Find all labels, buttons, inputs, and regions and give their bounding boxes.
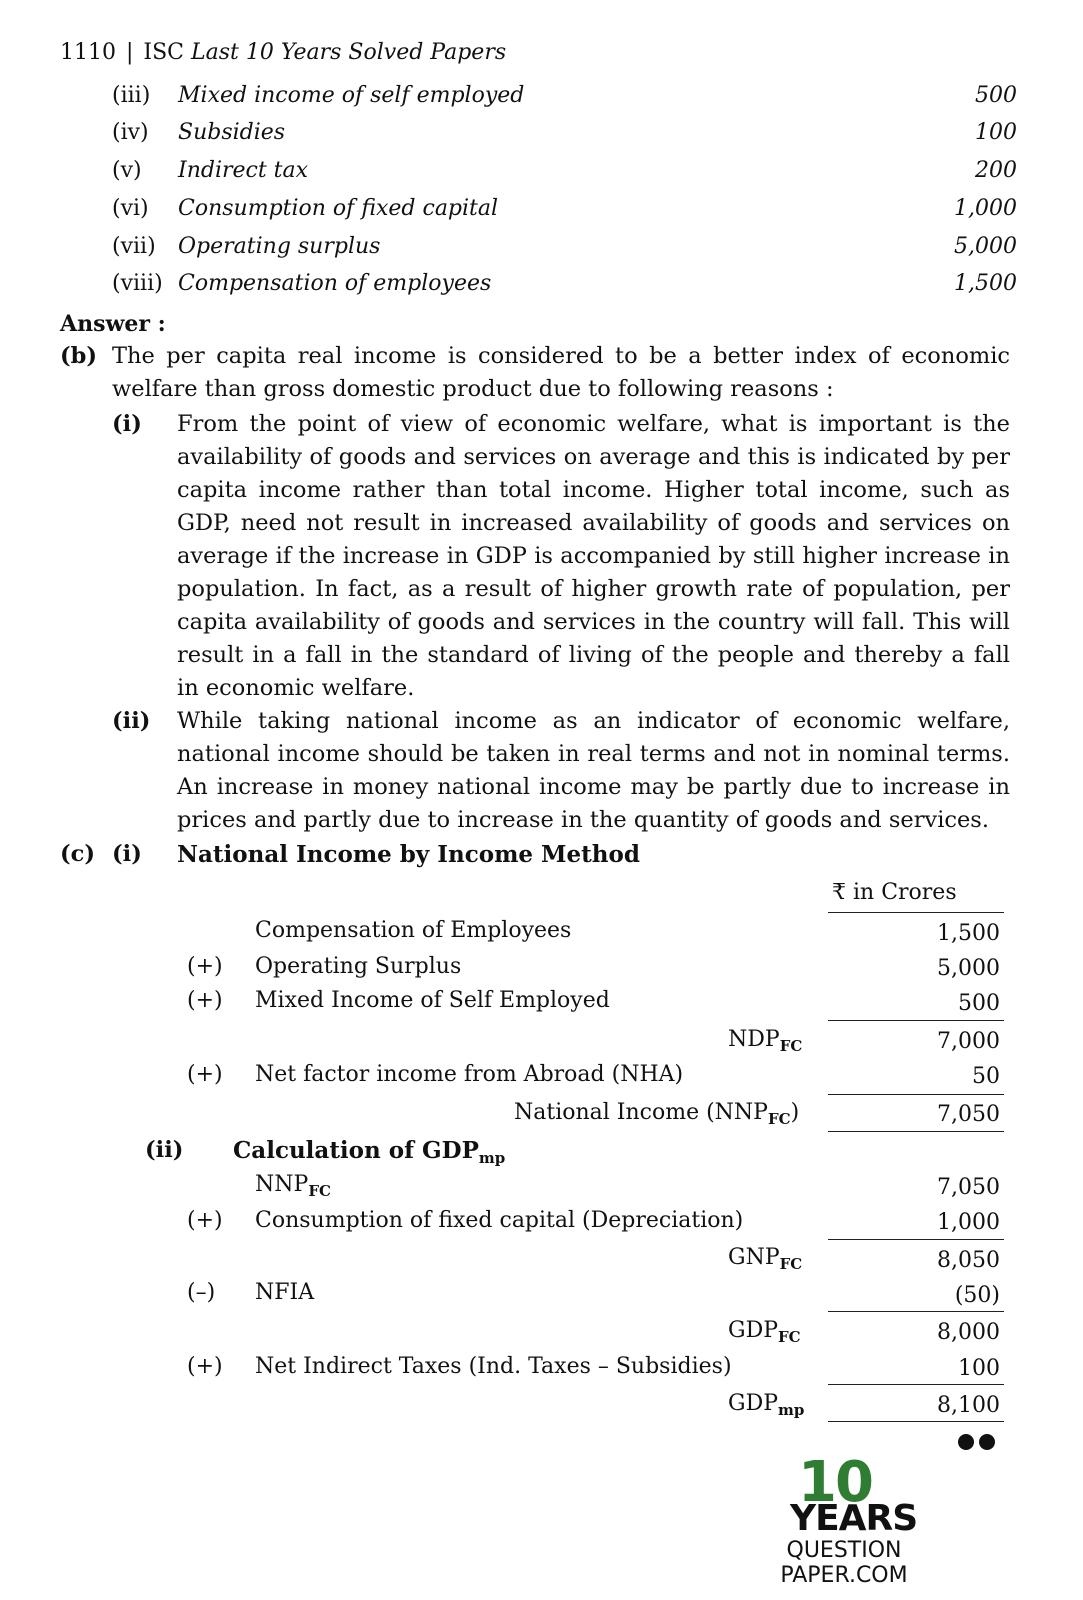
item-label: Subsidies bbox=[178, 120, 286, 145]
book-title: Last 10 Years Solved Papers bbox=[191, 40, 507, 65]
item-label: Indirect tax bbox=[178, 158, 309, 183]
list-item bbox=[112, 83, 1017, 115]
row-value: (50) bbox=[954, 1283, 1000, 1308]
part-c-sub2-label: (ii) bbox=[145, 1137, 184, 1163]
gdpfc-label bbox=[728, 1318, 801, 1346]
title-main: Calculation of GDP bbox=[233, 1137, 479, 1164]
row-label: Consumption of fixed capital (Depreciation) bbox=[255, 1208, 744, 1233]
row-label: Net factor income from Abroad (NHA) bbox=[255, 1062, 684, 1087]
site-logo bbox=[728, 1450, 958, 1600]
item-label: Compensation of employees bbox=[178, 271, 492, 296]
row-sign: (+) bbox=[187, 1354, 223, 1379]
ndp-main: NDP bbox=[728, 1027, 780, 1052]
ni-subscript: FC bbox=[768, 1110, 791, 1128]
row-value: 500 bbox=[958, 991, 1000, 1016]
item-label: Consumption of fixed capital bbox=[178, 196, 499, 221]
row-label: Operating Surplus bbox=[255, 954, 462, 979]
logo-number: 10 bbox=[798, 1450, 872, 1515]
item-value: 100 bbox=[975, 120, 1017, 145]
national-income-value: 7,050 bbox=[937, 1102, 1000, 1127]
page-header bbox=[60, 40, 506, 65]
row-label: Net Indirect Taxes (Ind. Taxes – Subsidies) bbox=[255, 1354, 732, 1379]
point-text: From the point of view of economic welfare, what is important is the availability of goods and services on average and this is indicated by per capita income rather than total income. Higher total income, such as GDP, need not result in increased availability of goods and services on average if the increase in GDP is accompanied by still higher increase in population. In fact, as a result of higher growth rate of population, per capita availability of goods and services in the country will fall. This will result in a fall in the standard of living of the people and thereby a fall in economic welfare. bbox=[177, 411, 1010, 701]
list-item bbox=[112, 196, 1017, 228]
item-number: (viii) bbox=[112, 271, 163, 296]
part-b-intro: The per capita real income is considered to be a better index of economic welfare than gross domestic product due to following reasons : bbox=[112, 343, 1010, 402]
ndp-value: 7,000 bbox=[937, 1029, 1000, 1054]
row-value: 1,500 bbox=[937, 921, 1000, 946]
row-value: 7,050 bbox=[937, 1175, 1000, 1200]
row-value: 1,000 bbox=[937, 1210, 1000, 1235]
point-text: While taking national income as an indicator of economic welfare, national income should be taken in real terms and not in nominal terms. An increase in money national income may be partly due to increase in prices and partly due to increase in the quantity of goods and services. bbox=[177, 708, 1010, 833]
page-number: 1110 bbox=[60, 40, 116, 65]
divider bbox=[828, 1311, 1004, 1312]
divider bbox=[828, 1239, 1004, 1240]
row-label: NFIA bbox=[255, 1280, 315, 1305]
gdpfc-main: GDP bbox=[728, 1318, 779, 1343]
item-number: (v) bbox=[112, 158, 142, 183]
gdpmp-label bbox=[728, 1391, 804, 1419]
continuation-dots bbox=[958, 1434, 1000, 1454]
list-item bbox=[112, 234, 1017, 266]
divider bbox=[828, 1020, 1004, 1021]
item-number: (iv) bbox=[112, 120, 149, 145]
answer-heading: Answer : bbox=[60, 311, 166, 337]
item-label: Mixed income of self employed bbox=[178, 83, 525, 108]
logo-site: QUESTION PAPER.COM bbox=[780, 1538, 908, 1588]
row-sign: (–) bbox=[187, 1280, 216, 1305]
item-value: 1,000 bbox=[954, 196, 1017, 221]
ni-close: ) bbox=[790, 1100, 800, 1125]
book-prefix: ISC bbox=[143, 40, 185, 65]
part-c-sub1-label: (i) bbox=[112, 841, 142, 867]
title-subscript: mp bbox=[478, 1149, 506, 1167]
item-value: 500 bbox=[975, 83, 1017, 108]
list-item bbox=[112, 120, 1017, 152]
gnp-subscript: FC bbox=[779, 1255, 803, 1273]
ndp-label bbox=[728, 1027, 802, 1055]
row-label: Compensation of Employees bbox=[255, 918, 572, 943]
divider bbox=[828, 1094, 1004, 1095]
row-value: 50 bbox=[972, 1064, 1000, 1089]
part-c-label: (c) bbox=[60, 841, 95, 867]
ndp-subscript: FC bbox=[779, 1037, 803, 1055]
item-number: (vi) bbox=[112, 196, 149, 221]
national-income-label bbox=[514, 1100, 799, 1128]
section-title bbox=[233, 1134, 505, 1175]
divider bbox=[828, 1131, 1004, 1132]
gdpmp-main: GDP bbox=[728, 1391, 779, 1416]
item-number: (iii) bbox=[112, 83, 151, 108]
item-number: (vii) bbox=[112, 234, 156, 259]
point-label: (i) bbox=[112, 411, 142, 437]
gnp-label bbox=[728, 1245, 802, 1273]
list-item bbox=[112, 271, 1017, 303]
nnp-main: NNP bbox=[255, 1172, 309, 1197]
part-b-label: (b) bbox=[60, 343, 98, 369]
nnp-subscript: FC bbox=[308, 1182, 331, 1200]
row-sign: (+) bbox=[187, 954, 223, 979]
gdpfc-subscript: FC bbox=[778, 1328, 801, 1346]
item-value: 200 bbox=[975, 158, 1017, 183]
item-value: 1,500 bbox=[954, 271, 1017, 296]
row-value: 100 bbox=[958, 1356, 1000, 1381]
row-sign: (+) bbox=[187, 988, 223, 1013]
logo-years: YEARS bbox=[790, 1498, 918, 1539]
row-sign: (+) bbox=[187, 1208, 223, 1233]
divider bbox=[828, 1421, 1004, 1422]
row-value: 5,000 bbox=[937, 956, 1000, 981]
nnp-label bbox=[255, 1172, 331, 1200]
divider bbox=[828, 1384, 1004, 1385]
ni-main: National Income (NNP bbox=[514, 1100, 768, 1125]
item-label: Operating surplus bbox=[178, 234, 381, 259]
list-item bbox=[112, 158, 1017, 190]
gnp-main: GNP bbox=[728, 1245, 780, 1270]
unit-label: ₹ in Crores bbox=[832, 880, 957, 905]
row-label: Mixed Income of Self Employed bbox=[255, 988, 610, 1013]
gdpmp-subscript: mp bbox=[778, 1401, 805, 1419]
divider bbox=[828, 912, 1004, 913]
row-sign: (+) bbox=[187, 1062, 223, 1087]
section-title: National Income by Income Method bbox=[177, 841, 640, 868]
row-value: 8,050 bbox=[937, 1248, 1000, 1273]
header-separator: | bbox=[126, 40, 134, 65]
row-value: 8,100 bbox=[937, 1393, 1000, 1418]
point-label: (ii) bbox=[112, 708, 151, 734]
row-value: 8,000 bbox=[937, 1320, 1000, 1345]
item-value: 5,000 bbox=[954, 234, 1017, 259]
